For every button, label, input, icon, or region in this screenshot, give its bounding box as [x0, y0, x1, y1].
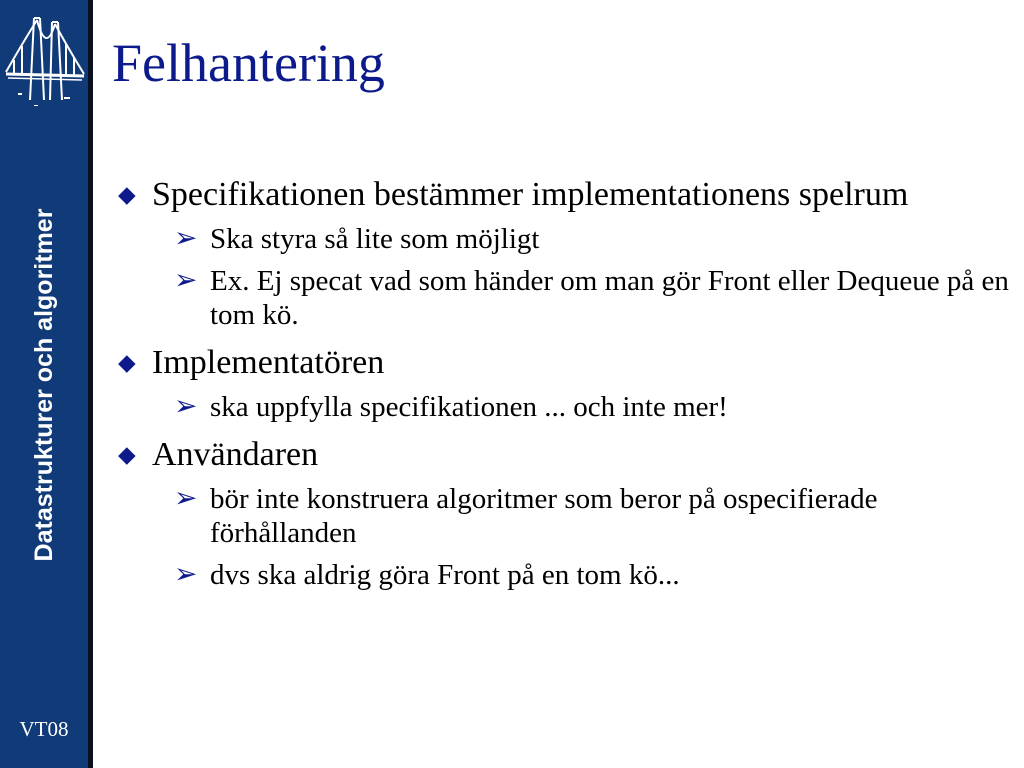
bullet-item [114, 344, 1014, 382]
sub-bullet-item [114, 482, 1014, 550]
sidebar [0, 0, 88, 768]
sub-bullet-text: ska uppfylla specifikationen ... och inte mer! [210, 391, 728, 423]
sidebar-divider [88, 0, 93, 768]
diamond-bullet-icon: ◆ [118, 350, 136, 375]
sub-bullet-text: Ska styra så lite som möjligt [210, 223, 540, 255]
bullet-text: Specifikationen bestämmer implementationens spelrum [152, 176, 909, 213]
sub-bullet-item [114, 264, 1014, 332]
bullet-text: Implementatören [152, 344, 385, 381]
sub-bullet-text: bör inte konstruera algoritmer som beror på ospecifierade förhållanden [210, 483, 878, 549]
bullet-text: Användaren [152, 436, 319, 473]
slide-title: Felhantering [112, 33, 385, 93]
sub-bullet-text: Ex. Ej specat vad som händer om man gör Front eller Dequeue på en tom kö. [210, 265, 1009, 331]
arrow-bullet-icon: ➢ [174, 483, 198, 514]
term-code: VT08 [19, 717, 69, 741]
diamond-bullet-icon: ◆ [118, 442, 136, 467]
sub-bullet-item [114, 222, 1014, 256]
sub-bullet-item [114, 558, 1014, 592]
slide-content [114, 176, 1014, 600]
bridge-logo [4, 14, 86, 106]
diamond-bullet-icon: ◆ [118, 182, 136, 207]
arrow-bullet-icon: ➢ [174, 265, 198, 296]
sub-bullet-item [114, 390, 1014, 424]
bullet-item [114, 176, 1014, 214]
course-title: Datastrukturer och algoritmer [30, 208, 58, 562]
arrow-bullet-icon: ➢ [174, 223, 198, 254]
arrow-bullet-icon: ➢ [174, 559, 198, 590]
sub-bullet-text: dvs ska aldrig göra Front på en tom kö... [210, 559, 680, 591]
bullet-item [114, 436, 1014, 474]
arrow-bullet-icon: ➢ [174, 391, 198, 422]
